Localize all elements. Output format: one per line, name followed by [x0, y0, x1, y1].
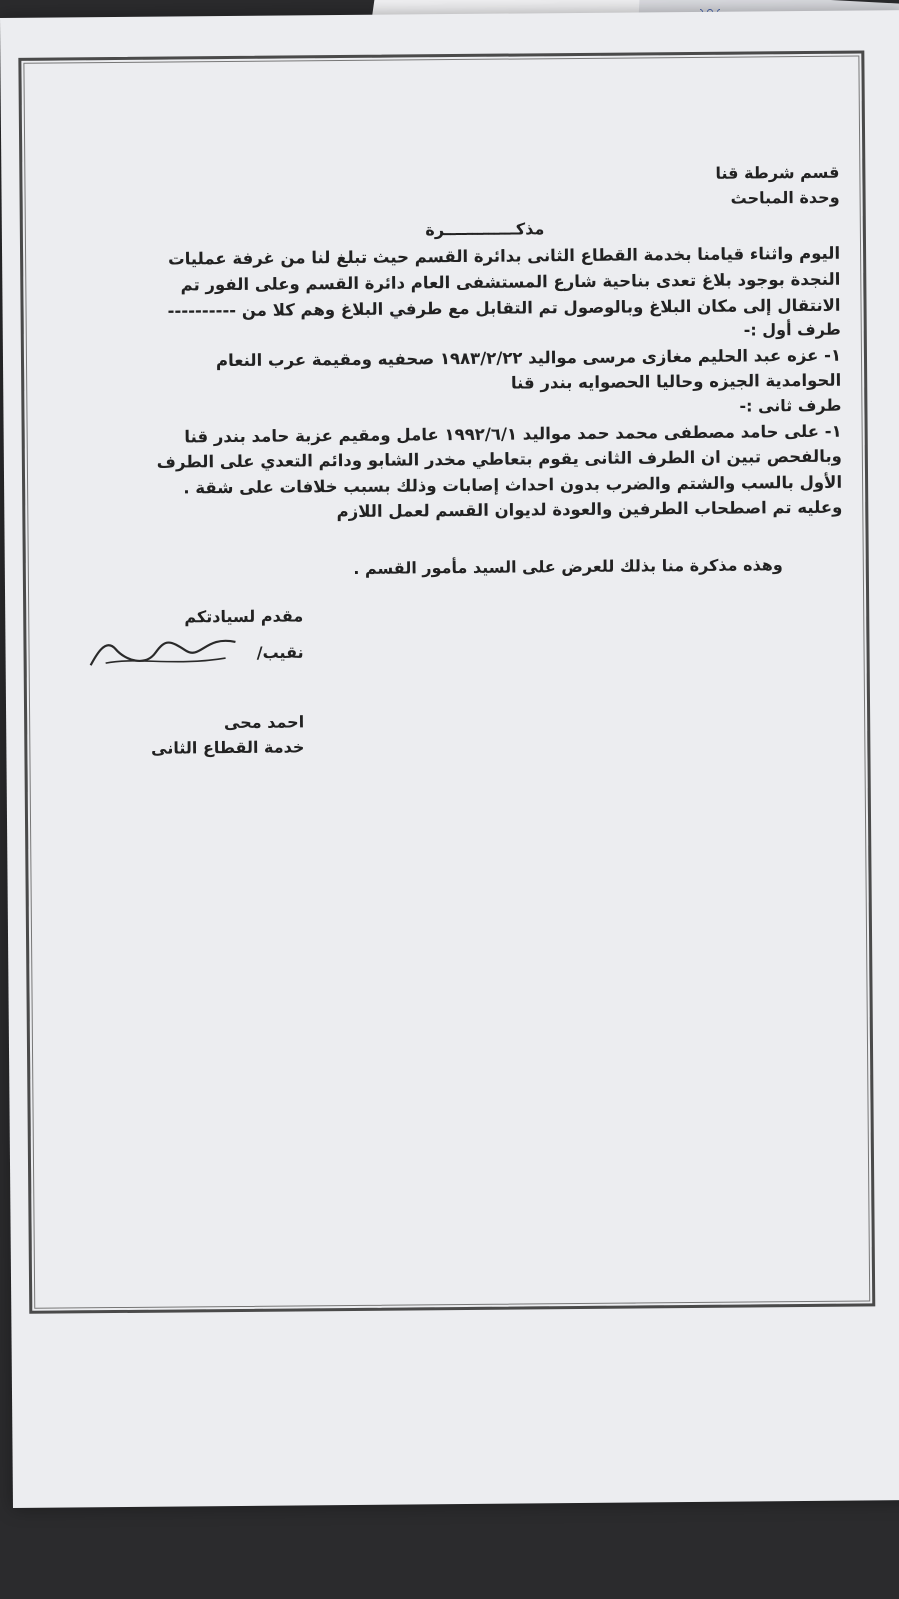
document-page [0, 10, 899, 1508]
intro-line: اليوم واثناء قيامنا بخدمة القطاع الثانى بدائرة القسم حيث تبلغ لنا من غرفة عمليات [167, 244, 841, 269]
presented-by: مقدم لسيادتكم [184, 606, 304, 627]
party1-label: طرف أول :- [743, 319, 841, 340]
handwritten-signature [85, 630, 245, 679]
officer-unit: خدمة القطاع الثانى [151, 737, 305, 758]
rank-label: نقيب/ [256, 642, 304, 662]
signature-rank-line [53, 629, 303, 679]
findings-line: وعليه تم اصطحاب الطرفين والعودة لديوان القسم لعمل اللازم [336, 498, 843, 522]
party1-line: الحوامدية الجيزه وحاليا الحصوايه بندر قنا [510, 371, 842, 393]
intro-paragraph [50, 241, 841, 325]
findings-paragraph [52, 444, 843, 528]
intro-line: النجدة بوجود بلاغ تعدى بناحية شارع المستشفى العام دائرة القسم وعلى الفور تم [180, 269, 841, 295]
header-line-2: وحدة المباحث [730, 187, 840, 208]
party2-label: طرف ثانى :- [739, 395, 842, 416]
findings-line: الأول بالسب والشتم والضرب بدون احداث إصابات وذلك بسبب خلافات على شقة . [183, 472, 843, 498]
closing-line: وهذه مذكرة منا بذلك للعرض على السيد مأمور القسم . [353, 555, 783, 578]
findings-line: وبالفحص تبين ان الطرف الثانى يقوم بتعاطي مخدر الشابو ودائم التعدي على الطرف [156, 447, 842, 473]
memo-title: مذكـــــــــــــرة [425, 218, 545, 239]
officer-name: احمد محى [223, 712, 305, 733]
party2-line: ١- على حامد مصطفى محمد حمد مواليد ١٩٩٢/٦/١ عامل ومقيم عزبة حامد بندر قنا [184, 421, 842, 447]
intro-line: الانتقال إلى مكان البلاغ وبالوصول تم التقابل مع طرفي البلاغ وهم كلا من ---------- [167, 295, 841, 321]
party1-line: ١- عزه عبد الحليم مغازى مرسى مواليد ١٩٨٣/٢/٢٢ صحفيه ومقيمة عرب النعام [215, 345, 842, 371]
party1-details [51, 343, 841, 401]
header-line-1: قسم شرطة قنا [715, 162, 840, 183]
memo-content [49, 161, 844, 763]
signature-block [53, 604, 304, 762]
